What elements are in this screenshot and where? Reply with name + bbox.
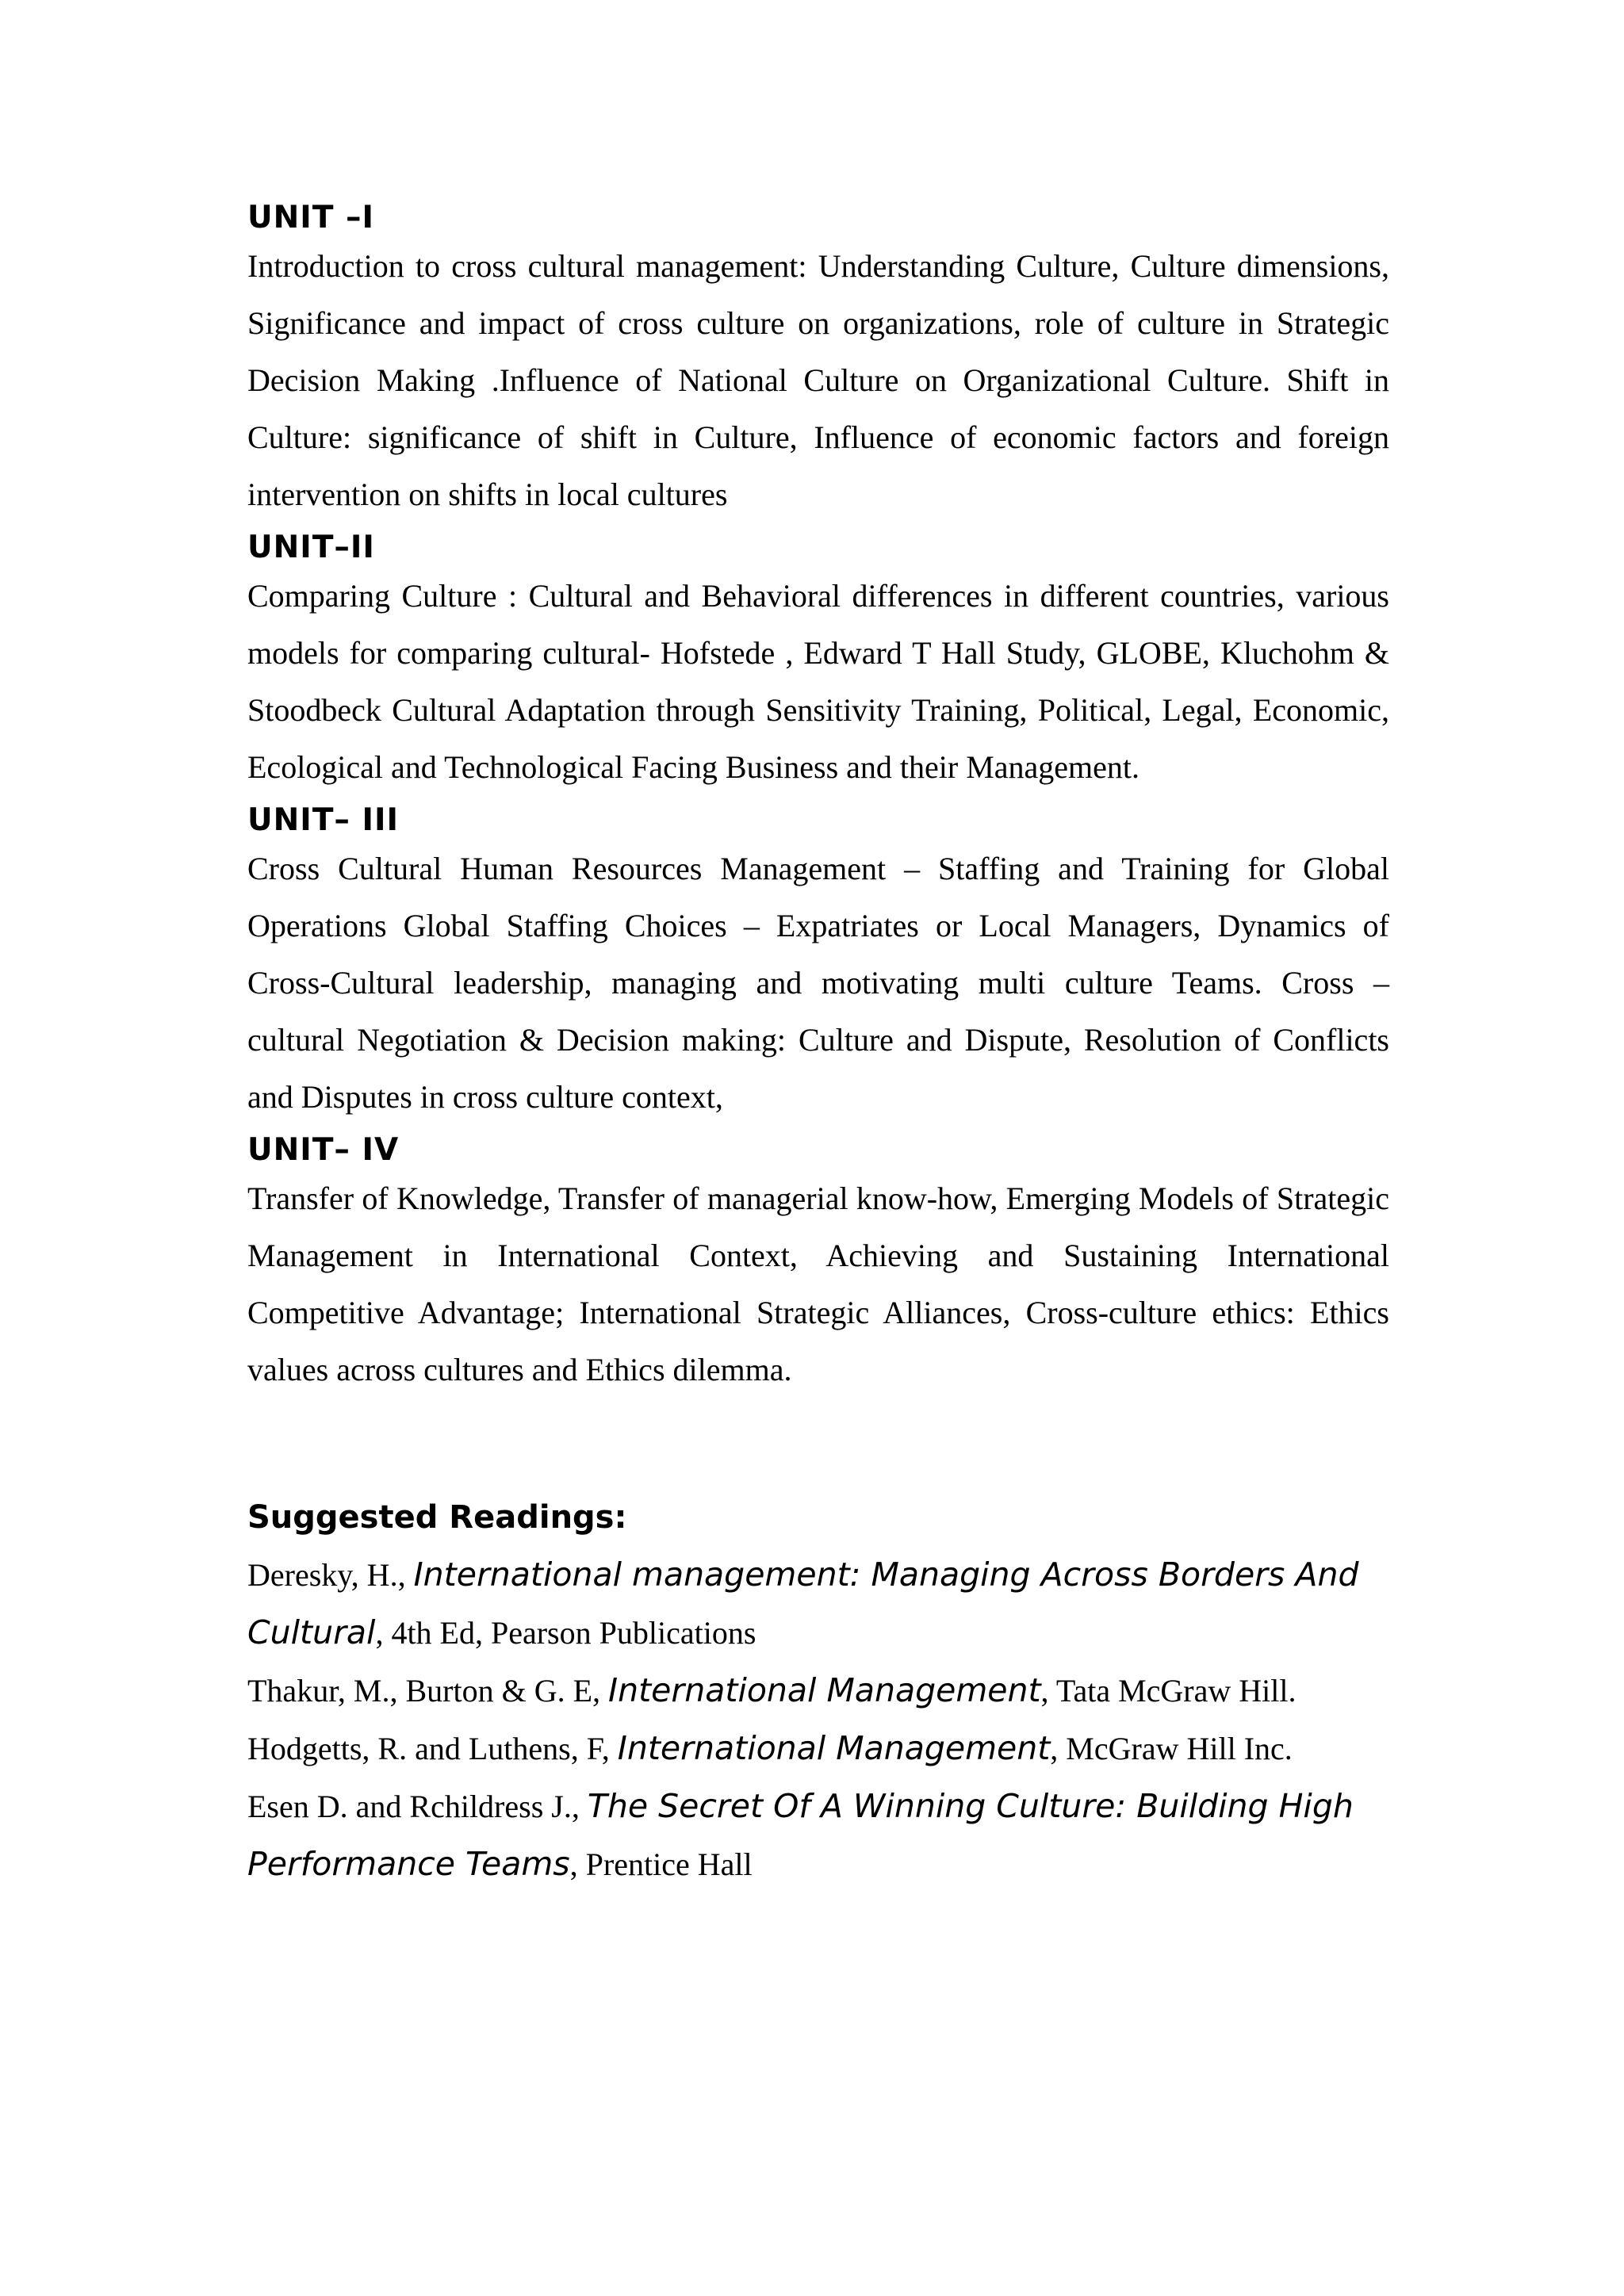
unit-3-section bbox=[247, 801, 1389, 1126]
unit-2-section bbox=[247, 528, 1389, 796]
unit-2-heading: UNIT–II bbox=[247, 530, 375, 565]
unit-1-body: Introduction to cross cultural management: Understanding Culture, Culture dimensions, Significance and impact of cross culture on organizations, role of culture in Strategic Decision Making .Influence of National Culture on Organizational Culture. Shift in Culture: significance of shift in Culture, Influence of economic factors and foreign intervention on shifts in local cultures bbox=[247, 248, 1389, 512]
reading-publisher: , 4th Ed, Pearson Publications bbox=[375, 1615, 756, 1651]
unit-1-section bbox=[247, 198, 1389, 523]
reading-title: International management: Managing Across Borders And Cultural bbox=[247, 1556, 1359, 1651]
reading-item-2 bbox=[247, 1662, 1389, 1720]
reading-author: Deresky, H., bbox=[247, 1557, 414, 1593]
unit-2-body: Comparing Culture : Cultural and Behavioral differences in different countries, various models for comparing cultural- Hofstede , Edward T Hall Study, GLOBE, Kluchohm & Stoodbeck Cultural Adaptation through Sensitivity Training, Political, Legal, Economic, Ecological and Technological Facing Business and their Management. bbox=[247, 578, 1389, 785]
unit-3-body: Cross Cultural Human Resources Management – Staffing and Training for Global Operations Global Staffing Choices – Expatriates or Local Managers, Dynamics of Cross-Cultural leadership, managing and motivating multi culture Teams. Cross – cultural Negotiation & Decision making: Culture and Dispute, Resolution of Conflicts and Disputes in cross culture context, bbox=[247, 851, 1389, 1115]
reading-author: Thakur, M., Burton & G. E, bbox=[247, 1673, 609, 1709]
unit-3-heading: UNIT– III bbox=[247, 802, 400, 838]
unit-4-body: Transfer of Knowledge, Transfer of managerial know-how, Emerging Models of Strategic Management in International Context, Achieving and Sustaining International Competitive Advantage; International Strategic Alliances, Cross-culture ethics: Ethics values across cultures and Ethics dilemma. bbox=[247, 1181, 1389, 1387]
reading-author: Hodgetts, R. and Luthens, F, bbox=[247, 1731, 618, 1766]
reading-item-3 bbox=[247, 1720, 1389, 1777]
reading-publisher: , McGraw Hill Inc. bbox=[1050, 1731, 1293, 1766]
reading-author: Esen D. and Rchildress J., bbox=[247, 1789, 588, 1824]
unit-4-section bbox=[247, 1131, 1389, 1399]
suggested-readings-heading: Suggested Readings: bbox=[247, 1499, 627, 1536]
reading-title: International Management bbox=[617, 1729, 1051, 1767]
suggested-readings-section bbox=[247, 1495, 1389, 1893]
reading-publisher: , Prentice Hall bbox=[569, 1846, 753, 1882]
unit-4-heading: UNIT– IV bbox=[247, 1132, 400, 1168]
reading-title: The Secret Of A Winning Culture: Building High Performance Teams bbox=[247, 1787, 1354, 1883]
reading-item-1 bbox=[247, 1546, 1389, 1662]
syllabus-page bbox=[247, 198, 1389, 1893]
reading-publisher: , Tata McGraw Hill. bbox=[1040, 1673, 1297, 1709]
unit-1-heading: UNIT –I bbox=[247, 200, 375, 235]
reading-title: International Management bbox=[608, 1671, 1041, 1709]
reading-item-4 bbox=[247, 1777, 1389, 1893]
